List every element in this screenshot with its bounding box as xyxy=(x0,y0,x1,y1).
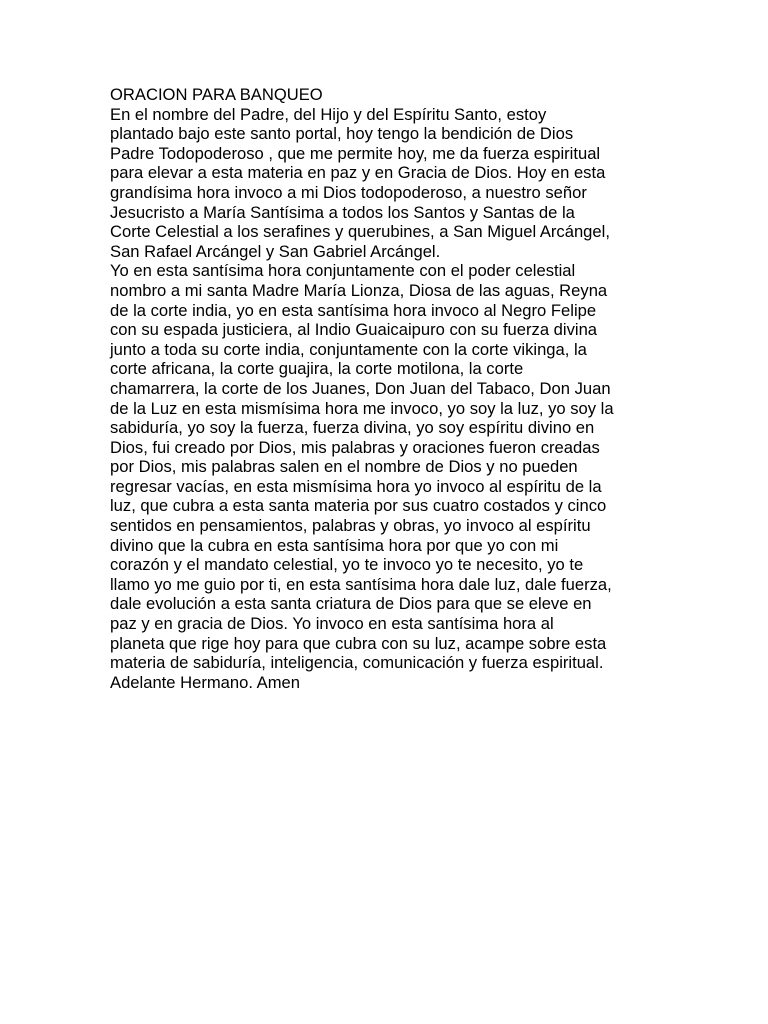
document-line: paz y en gracia de Dios. Yo invoco en esta santísima hora al xyxy=(110,614,554,634)
document-line: Yo en esta santísima hora conjuntamente con el poder celestial xyxy=(110,261,576,281)
document-line: por Dios, mis palabras salen en el nombre de Dios y no pueden xyxy=(110,457,578,477)
document-line: corte africana, la corte guajira, la corte motilona, la corte xyxy=(110,359,524,379)
document-line: Adelante Hermano. Amen xyxy=(110,672,301,692)
document-line: corazón y el mandato celestial, yo te invoco yo te necesito, yo te xyxy=(110,555,584,575)
document-line: junto a toda su corte india, conjuntamente con la corte vikinga, la xyxy=(110,339,587,359)
document-line: Corte Celestial a los serafines y querubines, a San Miguel Arcángel, xyxy=(110,222,610,242)
document-line: de la Luz en esta mismísima hora me invoco, yo soy la luz, yo soy la xyxy=(110,398,614,418)
document-line: sabiduría, yo soy la fuerza, fuerza divina, yo soy espíritu divino en xyxy=(110,418,595,438)
document-line: Dios, fui creado por Dios, mis palabras y oraciones fueron creadas xyxy=(110,437,600,457)
document-line: materia de sabiduría, inteligencia, comunicación y fuerza espiritual. xyxy=(110,653,604,673)
document-line: sentidos en pensamientos, palabras y obras, yo invoco al espíritu xyxy=(110,516,591,536)
document-line: grandísima hora invoco a mi Dios todopoderoso, a nuestro señor xyxy=(110,182,587,202)
document-line: llamo yo me guio por ti, en esta santísima hora dale luz, dale fuerza, xyxy=(110,574,612,594)
document-line: Jesucristo a María Santísima a todos los Santos y Santas de la xyxy=(110,202,575,222)
document-line: planeta que rige hoy para que cubra con su luz, acampe sobre esta xyxy=(110,633,607,653)
document-line: San Rafael Arcángel y San Gabriel Arcángel. xyxy=(110,241,441,261)
document-text xyxy=(110,85,670,692)
document-line: de la corte india, yo en esta santísima hora invoco al Negro Felipe xyxy=(110,300,597,320)
document-line: En el nombre del Padre, del Hijo y del Espíritu Santo, estoy xyxy=(110,104,547,124)
document-line: plantado bajo este santo portal, hoy tengo la bendición de Dios xyxy=(110,124,574,144)
document-line: chamarrera, la corte de los Juanes, Don Juan del Tabaco, Don Juan xyxy=(110,378,611,398)
document-title: ORACION PARA BANQUEO xyxy=(110,85,323,104)
document-line: luz, que cubra a esta santa materia por sus cuatro costados y cinco xyxy=(110,496,607,516)
document-line: con su espada justiciera, al Indio Guaicaipuro con su fuerza divina xyxy=(110,320,598,340)
document-line: divino que la cubra en esta santísima hora por que yo con mi xyxy=(110,535,559,555)
document-line: Padre Todopoderoso , que me permite hoy, me da fuerza espiritual xyxy=(110,143,601,163)
document-line: dale evolución a esta santa criatura de Dios para que se eleve en xyxy=(110,594,592,614)
document-line: regresar vacías, en esta mismísima hora yo invoco al espíritu de la xyxy=(110,476,602,496)
document-line: para elevar a esta materia en paz y en Gracia de Dios. Hoy en esta xyxy=(110,163,606,183)
document-line: nombro a mi santa Madre María Lionza, Diosa de las aguas, Reyna xyxy=(110,280,608,300)
